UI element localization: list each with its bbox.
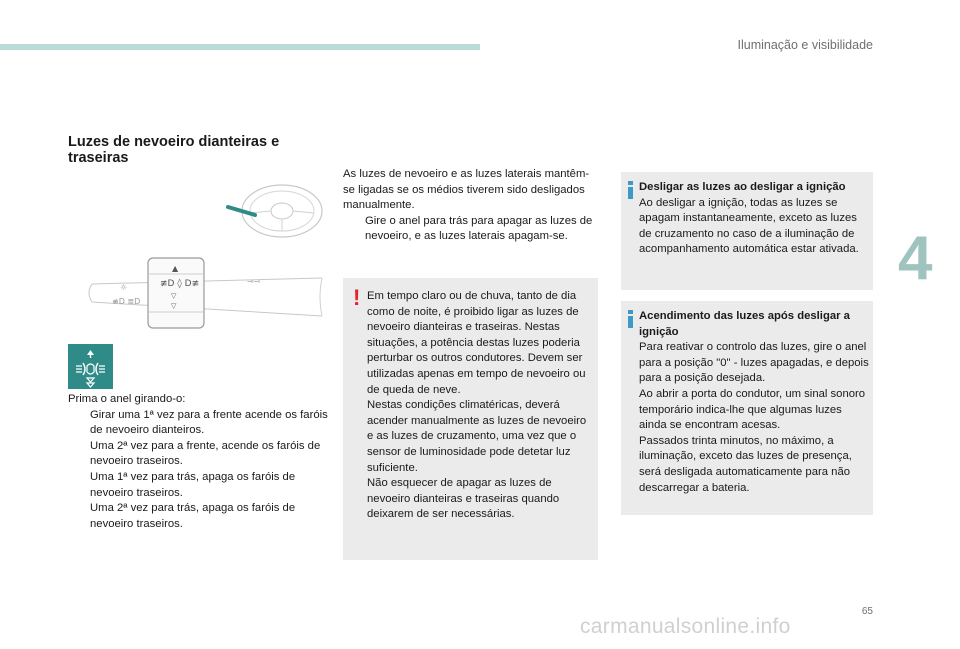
- fog-lights-icon: [68, 344, 113, 389]
- info-box-ignition-off: [621, 172, 873, 290]
- svg-text:▽: ▽: [171, 302, 177, 310]
- list-item: Uma 2ª vez para trás, apaga os faróis de nevoeiro traseiros.: [90, 502, 296, 530]
- info-title: Desligar as luzes ao desligar a ignição: [639, 181, 846, 193]
- header-accent-bar: [0, 44, 480, 50]
- svg-text:▲: ▲: [172, 264, 179, 273]
- page-number: 65: [861, 606, 873, 617]
- warning-icon: !: [353, 285, 361, 310]
- svg-text:≢D ◊ D≢: ≢D ◊ D≢: [160, 279, 200, 289]
- column2-text: [343, 167, 598, 245]
- list-item: Gire o anel para trás para apagar as luzes de nevoeiro, e as luzes laterais apagam-se.: [365, 214, 593, 243]
- column2-intro: As luzes de nevoeiro e as luzes laterais mantêm-se ligadas se os médios tiverem sido desligados manualmente.: [343, 168, 590, 212]
- warning-box: [343, 278, 598, 560]
- light-stalk-illustration: [82, 254, 324, 332]
- chapter-number: 4: [898, 224, 933, 293]
- column1-text: [68, 392, 328, 532]
- svg-text:☼: ☼: [120, 283, 128, 292]
- svg-text:⊸⊸: ⊸⊸: [247, 277, 261, 286]
- svg-text:≢D ≣D: ≢D ≣D: [112, 297, 141, 306]
- column1-intro: Prima o anel girando-o:: [68, 393, 186, 405]
- warning-text: Em tempo claro ou de chuva, tanto de dia como de noite, é proibido ligar as luzes de nevoeiro dianteiras e traseiras. Nestas situações, a potência destas luzes poderia perturbar os outros condutores. Devem ser utilizadas apenas em tempo de nevoeiro ou de queda de neve. Nestas condições climatéricas, deverá acender manualmente as luzes de nevoeiro e as luzes de cruzamento, uma vez que o sensor de luminosidade pode detetar luz suficiente. Não esquecer de apagar as luzes de nevoeiro dianteiras e traseiras quando deixarem de ser necessárias.: [367, 290, 587, 521]
- section-header-title: Iluminação e visibilidade: [737, 38, 873, 52]
- info-box-lights-after-ignition: [621, 301, 873, 515]
- info-text: Desligar as luzes ao desligar a ignição Ao desligar a ignição, todas as luzes se apagam instantaneamente, exceto as luzes de cruzamento no caso de a iluminação de acompanhamento automática estar ativada.: [639, 180, 869, 258]
- section-title: Luzes de nevoeiro dianteiras e traseiras: [68, 134, 280, 166]
- list-item: Uma 2ª vez para a frente, acende os faróis de nevoeiro traseiros.: [90, 439, 321, 468]
- watermark: carmanualsonline.info: [580, 615, 791, 638]
- list-item: Girar uma 1ª vez para a frente acende os faróis de nevoeiro dianteiros.: [90, 408, 328, 437]
- svg-text:▽: ▽: [171, 292, 177, 300]
- list-item: Uma 1ª vez para trás, apaga os faróis de nevoeiro traseiros.: [90, 470, 296, 499]
- steering-wheel-illustration: [225, 183, 325, 243]
- info-text: Acendimento das luzes após desligar a ignição Para reativar o controlo das luzes, gire o anel para a posição "0" - luzes apagadas, e depois para a posição desejada. Ao abrir a porta do condutor, um sinal sonoro temporário indica-lhe que algumas luzes ainda se encontram acesas. Passados trinta minutos, no máximo, a iluminação, exceto das luzes de presença, será desligada automaticamente para não descarregar a bateria.: [639, 310, 869, 494]
- info-title: Acendimento das luzes após desligar a ignição: [639, 310, 850, 338]
- info-icon: [628, 181, 633, 199]
- info-icon: [628, 310, 633, 328]
